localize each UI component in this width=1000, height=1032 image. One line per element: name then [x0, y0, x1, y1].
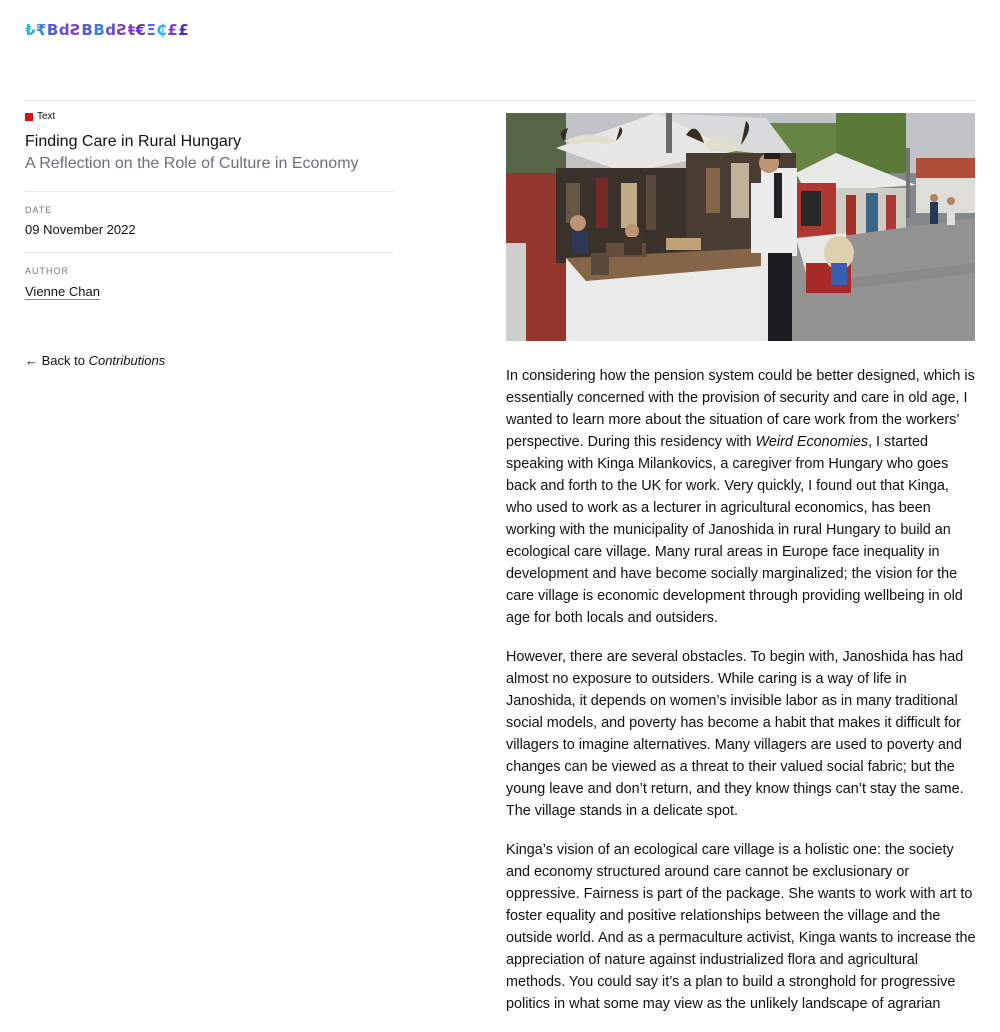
article-body — [506, 365, 978, 1032]
back-to-contributions-link[interactable] — [25, 353, 165, 368]
article-paragraph: However, there are several obstacles. To begin with, Janoshida has had almost no exposure to outsiders. While caring is a way of life in Janoshida, it depends on women’s invisible labor as in many traditional social models, and poverty has become a habit that makes it difficult for villagers to imagine alternatives. Many villagers are used to poverty and changes can be viewed as a threat to their valued social fabric; but the young leave and don’t return, and they know things can’t stay the same. The village stands in a delicate spot. — [506, 649, 964, 819]
date-value: 09 November 2022 — [25, 222, 136, 237]
logo-glyph: Ξ — [146, 21, 157, 39]
logo-glyph: Ƨ — [70, 21, 82, 39]
paragraph-text: , I started speaking with Kinga Milankovics, a caregiver from Hungary who goes back and forth to the UK for work. Very quickly, I found out that Kinga, who used to work as a lecturer in agricultural economics, has been working with the municipality of Janoshida in rural Hungary to build an ecological care village. Many rural areas in Europe face inequality in development and have become socially marginalized; the vision for the care village is economic development through providing wellbeing in old age for both locals and outsiders. — [506, 434, 963, 626]
residency-title: Weird Economies — [755, 434, 869, 450]
logo-glyph: ₹ — [35, 21, 47, 39]
logo-glyph: Ƨ — [116, 21, 128, 39]
back-link-target: Contributions — [88, 353, 166, 368]
logo-glyph: B — [46, 21, 59, 39]
tag-label: Text — [37, 111, 56, 122]
logo-glyph: d — [105, 21, 117, 39]
tag-square-icon — [25, 113, 33, 121]
logo-glyph: € — [135, 21, 147, 39]
article-meta-panel — [25, 110, 394, 301]
paragraph-text: In considering how the pension system could be better designed, which is essentially concerned with the provision of security and care in old age, I wanted to learn more about the situation of care work from the workers’ perspective. During this residency with — [506, 368, 975, 450]
back-link-prefix: ← Back to — [25, 353, 89, 368]
logo-glyph: ₵ — [156, 21, 168, 39]
header-divider — [25, 100, 975, 101]
meta-divider — [25, 191, 394, 192]
content-type-tag — [25, 111, 394, 122]
logo-glyph: d — [58, 21, 71, 39]
article-paragraph: Kinga’s vision of an ecological care village is a holistic one: the society and economy structured around care cannot be exclusionary or oppressive. Fairness is part of the package. She wants to work with art to foster equality and positive relationships between the village and the outside world. And as a permaculture activist, Kinga wants to increase the appreciation of nature against industrialized flora and agricultural methods. You could say it’s a plan to build a stronghold for progressive politics in what some may view as the unlikely landscape of agrarian — [506, 842, 976, 1012]
site-logo[interactable] — [25, 21, 189, 39]
date-label: DATE — [25, 205, 53, 215]
hero-photo-market-stall — [506, 113, 975, 341]
logo-glyph: B — [81, 21, 94, 39]
logo-glyph: ŧ — [127, 21, 136, 39]
logo-glyph: ₺ — [25, 21, 36, 39]
author-link[interactable]: Vienne Chan — [25, 284, 100, 299]
article-subtitle: A Reflection on the Role of Culture in Economy — [25, 155, 359, 172]
logo-glyph: £ — [178, 21, 190, 39]
logo-glyph: £ — [167, 21, 179, 39]
article-title: Finding Care in Rural Hungary — [25, 133, 242, 150]
article-paragraph — [506, 365, 978, 629]
logo-glyph: B — [93, 21, 106, 39]
author-label: AUTHOR — [25, 266, 69, 276]
meta-divider — [25, 252, 394, 253]
